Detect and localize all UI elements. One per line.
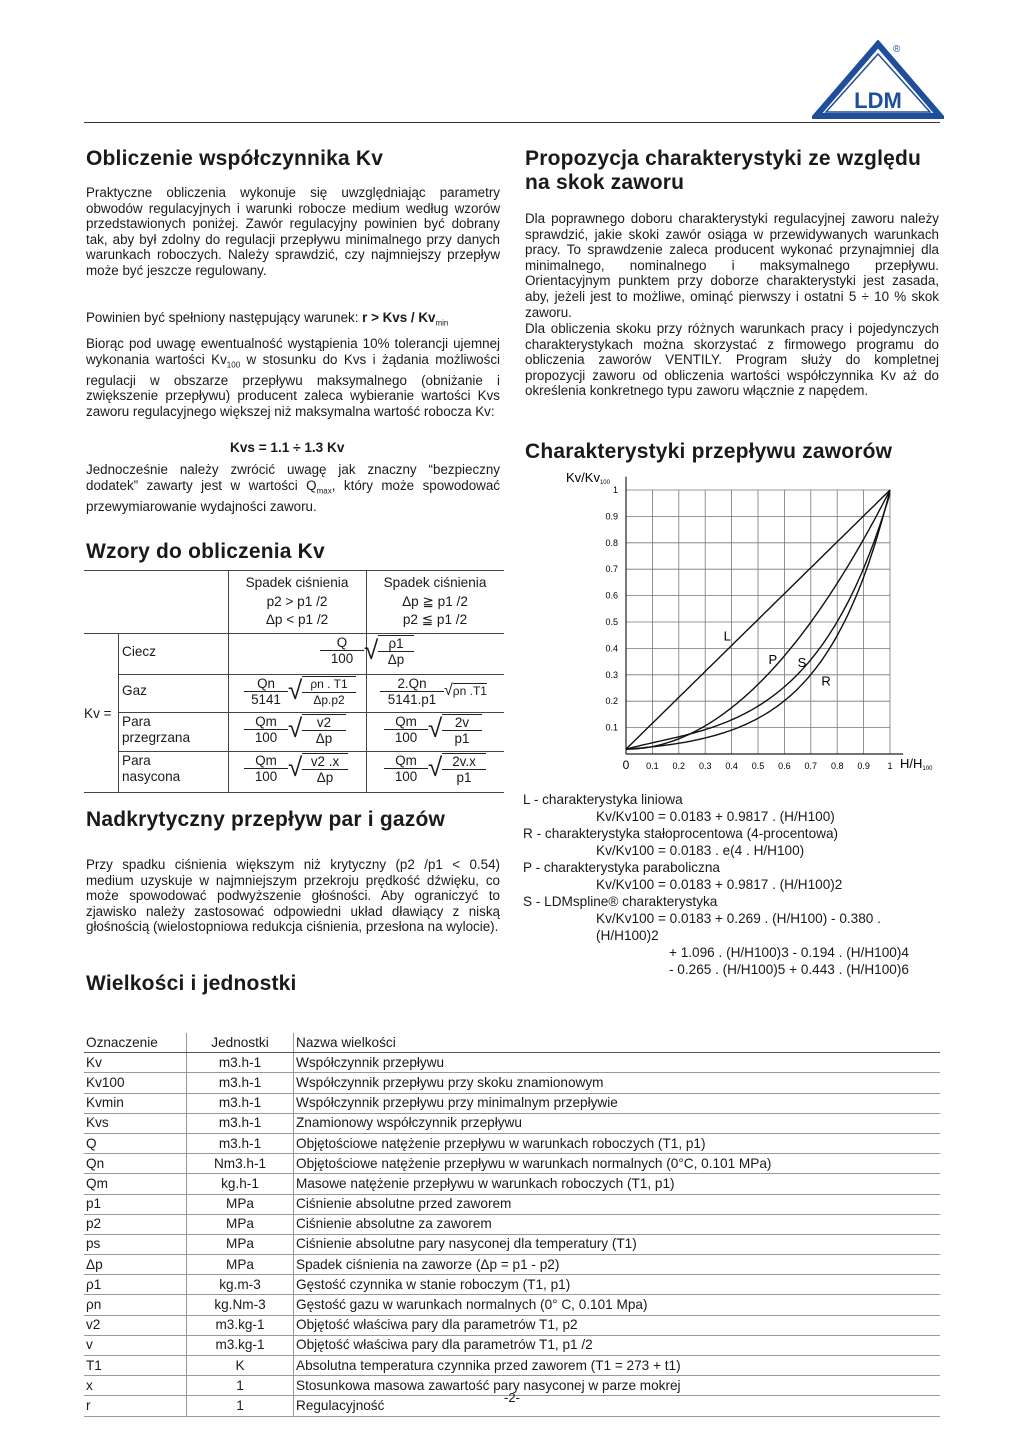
units-symbol: Qm	[84, 1174, 187, 1194]
units-unit: m3.h-1	[187, 1133, 294, 1153]
units-table	[84, 1033, 940, 1417]
units-symbol: Kv	[84, 1053, 187, 1073]
gaz2-rad: ρn .T1	[452, 684, 487, 698]
col2-head-2: Δp ≧ p1 /2	[402, 593, 468, 609]
units-name: Współczynnik przepływu	[294, 1053, 941, 1073]
units-name: Współczynnik przepływu przy skoku znamionowym	[294, 1073, 941, 1093]
units-symbol: x	[84, 1376, 187, 1396]
condition-line	[86, 310, 448, 328]
units-row	[84, 1234, 940, 1254]
x-tick-label: 1	[887, 761, 893, 771]
x-axis-label: H/H100	[900, 756, 933, 772]
units-unit: MPa	[187, 1194, 294, 1214]
legend-L-title: L - charakterystyka liniowa	[523, 792, 683, 807]
units-row	[84, 1053, 940, 1073]
gaz1-den: 5141	[251, 692, 281, 707]
y-tick-label: 0.1	[605, 722, 618, 733]
units-head-row	[84, 1033, 940, 1053]
series-label-R: R	[821, 673, 831, 689]
pp2-rden: p1	[454, 731, 470, 746]
units-name: Objętościowe natężenie przepływu w warunkach roboczych (T1, p1)	[294, 1133, 941, 1153]
units-row	[84, 1093, 940, 1113]
units-symbol: ρn	[84, 1295, 187, 1315]
units-head-symbol: Oznaczenie	[84, 1033, 187, 1053]
pp1-num: Qm	[244, 714, 288, 730]
legend-S-formula-1: Kv/Kv100 = 0.0183 + 0.269 . (H/H100) - 0.380 .(H/H100)2	[596, 911, 881, 943]
pp2-rnum: 2v	[442, 715, 482, 731]
gaz2-num: 2.Qn	[380, 676, 444, 692]
units-name: Ciśnienie absolutne pary nasyconej dla temperatury (T1)	[294, 1234, 941, 1254]
heading-kv-calc: Obliczenie współczynnika Kv	[86, 147, 384, 170]
units-head-name: Nazwa wielkości	[294, 1033, 941, 1053]
units-unit: m3.h-1	[187, 1073, 294, 1093]
units-name: Znamionowy współczynnik przepływu	[294, 1113, 941, 1133]
units-symbol: r	[84, 1396, 187, 1416]
units-name: Ciśnienie absolutne przed zaworem	[294, 1194, 941, 1214]
pn1-den: 100	[254, 769, 278, 784]
units-symbol: Q	[84, 1133, 187, 1153]
heading-supercritical: Nadkrytyczny przepływ par i gazów	[86, 808, 446, 831]
col2-head-3: p2 ≦ p1 /2	[402, 612, 468, 627]
units-symbol: Kv100	[84, 1073, 187, 1093]
x-tick-label: 0.2	[672, 761, 686, 771]
units-unit: m3.h-1	[187, 1093, 294, 1113]
pn2-rnum: 2v.x	[442, 754, 486, 770]
ciecz-den: 100	[330, 651, 354, 666]
condition-text: Powinien być spełniony następujący warunek:	[86, 310, 363, 325]
x-tick-label: 0	[622, 758, 630, 772]
para-kv-intro: Praktyczne obliczenia wykonuje się uwzględniając parametry obwodów regulacyjnych i warunki robocze medium według wzorów przedstawionych poniżej. Zawór regulacyjny powinien być dobrany tak, aby był zdolny do regulacji przepływu minimalnego przy danych warunkach roboczych. Należy sprawdzić, czy najmniejszy przepływ może być jeszcze regulowany.	[86, 185, 500, 278]
units-symbol: v2	[84, 1315, 187, 1335]
units-unit: K	[187, 1356, 294, 1376]
units-symbol: ps	[84, 1234, 187, 1254]
units-unit: MPa	[187, 1214, 294, 1234]
units-symbol: p1	[84, 1194, 187, 1214]
units-unit: MPa	[187, 1255, 294, 1275]
header-rule	[84, 122, 940, 123]
col1-head-3: Δp < p1 /2	[265, 612, 329, 627]
y-tick-label: 0.7	[605, 564, 618, 575]
units-row	[84, 1174, 940, 1194]
row-gaz: Gaz	[122, 683, 147, 698]
x-tick-label: 0.7	[804, 761, 818, 771]
x-tick-label: 0.9	[857, 761, 870, 771]
units-unit: kg.h-1	[187, 1174, 294, 1194]
pp1-rnum: v2	[302, 715, 346, 731]
units-unit: MPa	[187, 1234, 294, 1254]
units-name: Stosunkowa masowa zawartość pary nasyconej w parze mokrej	[294, 1376, 941, 1396]
pn2-den: 100	[394, 769, 418, 784]
pn1-num: Qm	[244, 753, 288, 769]
x-tick-label: 0.5	[751, 761, 765, 771]
units-row	[84, 1315, 940, 1335]
logo-reg: ®	[893, 44, 901, 55]
units-symbol: ρ1	[84, 1275, 187, 1295]
heading-units: Wielkości i jednostki	[86, 972, 297, 995]
units-name: Absolutna temperatura czynnika przed zaworem (T1 = 273 + t1)	[294, 1356, 941, 1376]
units-name: Ciśnienie absolutne za zaworem	[294, 1214, 941, 1234]
condition-sub: min	[435, 318, 449, 328]
units-name: Gęstość czynnika w stanie roboczym (T1, p1)	[294, 1275, 941, 1295]
units-name: Objętość właściwa pary dla parametrów T1, p1 /2	[294, 1335, 941, 1355]
units-symbol: Kvmin	[84, 1093, 187, 1113]
pp2-den: 100	[394, 730, 418, 745]
col1-head-2: p2 > p1 /2	[266, 593, 328, 609]
legend-S-title: S - LDMspline® charakterystyka	[523, 894, 718, 909]
gaz1-rnum: ρn . T1	[302, 677, 356, 693]
col1-head-1: Spadek ciśnienia	[245, 575, 349, 590]
para-supercritical: Przy spadku ciśnienia większym niż krytyczny (p2 /p1 < 0.54) medium uzyskuje w najmniejszym przekroju prędkość dźwięku, co może spowodować podwyższenie głośności. Aby ograniczyć to zjawisko należy zastosować odpowiedni układ dławiący z niską głośnością (wielostopniowa redukcja ciśnienia, przesłona na wylocie).	[86, 857, 500, 935]
flow-characteristics-chart	[520, 462, 950, 782]
chart-legend	[523, 791, 943, 978]
y-tick-label: 0.2	[605, 696, 618, 707]
units-symbol: Kvs	[84, 1113, 187, 1133]
y-tick-label: 0.5	[605, 617, 618, 627]
units-row	[84, 1255, 940, 1275]
y-tick-label: 0.9	[605, 511, 618, 522]
units-row	[84, 1194, 940, 1214]
row-ciecz: Ciecz	[122, 644, 156, 659]
units-name: Objętość właściwa pary dla parametrów T1, p2	[294, 1315, 941, 1335]
page-number: -2-	[504, 1390, 520, 1405]
units-name: Gęstość gazu w warunkach normalnych (0° C, 0.101 Mpa)	[294, 1295, 941, 1315]
kv-label: Kv =	[84, 706, 112, 721]
y-tick-label: 1	[612, 485, 618, 495]
units-unit: kg.m-3	[187, 1275, 294, 1295]
units-name: Objętościowe natężenie przepływu w warunkach normalnych (0°C, 0.101 MPa)	[294, 1154, 941, 1174]
pn1-rnum: v2 .x	[302, 754, 348, 770]
ciecz-rden: Δp	[387, 652, 405, 667]
units-row	[84, 1154, 940, 1174]
legend-P-formula: Kv/Kv100 = 0.0183 + 0.9817 . (H/H100)2	[596, 877, 843, 892]
series-label-S: S	[797, 654, 807, 670]
series-label-P: P	[768, 652, 778, 668]
legend-R-title: R - charakterystyka stałoprocentowa (4-procentowa)	[523, 826, 839, 841]
units-head-unit: Jednostki	[187, 1033, 294, 1053]
units-name: Regulacyjność	[294, 1396, 941, 1416]
gaz2-den: 5141.p1	[387, 692, 437, 707]
condition-formula: r > Kvs / Kv	[362, 310, 436, 325]
y-tick-label: 0.3	[605, 669, 618, 680]
x-tick-label: 0.6	[778, 761, 791, 771]
units-unit: m3.h-1	[187, 1113, 294, 1133]
pp1-rden: Δp	[315, 731, 333, 746]
units-symbol: Qn	[84, 1154, 187, 1174]
y-tick-label: 0.4	[605, 643, 618, 654]
ciecz-num: Q	[320, 635, 364, 651]
kvs-formula: Kvs = 1.1 ÷ 1.3 Kv	[230, 440, 345, 455]
series-label-L: L	[723, 628, 731, 644]
pn2-rden: p1	[456, 770, 472, 785]
legend-L-formula: Kv/Kv100 = 0.0183 + 0.9817 . (H/H100)	[596, 809, 835, 824]
x-tick-label: 0.1	[646, 761, 659, 771]
para-safety: Jednocześnie należy zwrócić uwagę jak znaczny “bezpieczny dodatek” zawarty jest w wartości $Q_{max}$, który może spowodować przewymiarowanie wydajności zaworu.	[86, 462, 500, 514]
heading-characteristics: Charakterystyki przepływu zaworów	[525, 440, 893, 463]
units-row	[84, 1073, 940, 1093]
x-tick-label: 0.8	[830, 761, 844, 771]
pp2-num: Qm	[384, 714, 428, 730]
units-unit: 1	[187, 1376, 294, 1396]
units-name: Masowe natężenie przepływu w warunkach roboczych (T1, p1)	[294, 1174, 941, 1194]
legend-S-formula-2: + 1.096 . (H/H100)3 - 0.194 . (H/H100)4	[669, 945, 909, 960]
heading-formulas: Wzory do obliczenia Kv	[86, 540, 325, 563]
gaz1-rden: Δp.p2	[313, 693, 345, 707]
units-symbol: v	[84, 1335, 187, 1355]
logo-text: LDM	[854, 88, 902, 113]
col2-head-1: Spadek ciśnienia	[383, 575, 487, 590]
y-tick-label: 0.6	[605, 590, 618, 601]
para-tolerance: Biorąc pod uwagę ewentualność wystąpienia 10% tolerancji ujemnej wykonania wartości $Kv_{100}$ w stosunku do Kvs i żądania możliwości regulacji w obszarze przepływu maksymalnego (obniżanie i zwiększenie przepływu) producent zaleca wybieranie wartości Kvs zaworu regulacyjnego większej niż maksymalna wartość robocza Kv:	[86, 336, 500, 420]
units-row	[84, 1133, 940, 1153]
units-row	[84, 1295, 940, 1315]
units-symbol: p2	[84, 1214, 187, 1234]
pp1-den: 100	[254, 730, 278, 745]
row-para-nasycona: Para nasycona	[122, 753, 181, 784]
gaz1-num: Qn	[244, 676, 288, 692]
units-row	[84, 1356, 940, 1376]
units-unit: Nm3.h-1	[187, 1154, 294, 1174]
row-para-przegrzana: Para przegrzana	[122, 714, 191, 745]
formula-table: Spadek ciśnienia p2 > p1 /2 Δp < p1 /2 Spadek ciśnienia Δp ≧ p1 /2 p2 ≦ p1 /2 Kv = Ciecz Gaz Para przegrzana Para nasycona $\frac{Q}{100}$ √ $\frac{\rho 1}{\Delta p}$ $\frac{Qn}{5141}$ √ $\frac{\rho n . T1}{\Delta p.p2}$ $\frac{2.Qn}{5141.p1}$ √ρn .T1 $\frac{Qm}{100}$ √ $\frac{v2}{\Delta p}$ $\frac{Qm}{100}$ √ $\frac{2v}{p1}$ $\frac{Qm}{100}$ √ $\frac{v2 .x}{\Delta p}$ $\frac{Qm}{100}$ √ $\frac{2v.x}{p1}$	[84, 570, 504, 792]
units-row	[84, 1335, 940, 1355]
ldm-logo	[812, 40, 944, 120]
units-name: Spadek ciśnienia na zaworze (Δp = p1 - p2)	[294, 1255, 941, 1275]
y-axis-label: Kv/Kv100	[566, 470, 610, 486]
y-tick-label: 0.8	[605, 537, 618, 548]
units-unit: 1	[187, 1396, 294, 1416]
units-unit: m3.h-1	[187, 1053, 294, 1073]
units-unit: m3.kg-1	[187, 1315, 294, 1335]
units-row	[84, 1113, 940, 1133]
para-proposal-1: Dla poprawnego doboru charakterystyki regulacyjnej zaworu należy sprawdzić, jakie skoki zawór osiąga w przewidywanych warunkach pracy. To sprawdzenie zaleca producent wykonać przynajmniej dla minimalnego, nominalnego i maksymalnego przepływu. Orientacyjnym punktem przy doborze charakterystyki jest zasada, aby, jeżeli jest to możliwe, ominąć pierwszy i ostatni 5 ÷ 10 % skok zaworu.	[525, 211, 939, 320]
units-unit: kg.Nm-3	[187, 1295, 294, 1315]
legend-P-title: P - charakterystyka paraboliczna	[523, 860, 720, 875]
units-symbol: Δp	[84, 1255, 187, 1275]
units-name: Współczynnik przepływu przy minimalnym przepływie	[294, 1093, 941, 1113]
units-row	[84, 1275, 940, 1295]
heading-proposal: Propozycja charakterystyki ze względu na skok zaworu	[525, 147, 922, 194]
legend-S-formula-3: - 0.265 . (H/H100)5 + 0.443 . (H/H100)6	[669, 962, 909, 977]
x-tick-label: 0.3	[698, 761, 712, 771]
para-proposal-2: Dla obliczenia skoku przy różnych warunkach pracy i pojedynczych charakterystykach można skorzystać z firmowego programu do obliczenia zaworów VENTILY. Program służy do kompletnej propozycji zaworu od obliczenia wartości współczynnika Kv aż do określenia konkretnego typu zaworu włącznie z napędem.	[525, 321, 939, 399]
legend-R-formula: Kv/Kv100 = 0.0183 . e(4 . H/H100)	[596, 843, 805, 858]
pn2-num: Qm	[384, 753, 428, 769]
units-row	[84, 1214, 940, 1234]
units-unit: m3.kg-1	[187, 1335, 294, 1355]
ciecz-rnum: ρ1	[378, 636, 414, 652]
units-symbol: T1	[84, 1356, 187, 1376]
pn1-rden: Δp	[316, 770, 334, 785]
x-tick-label: 0.4	[725, 761, 738, 771]
